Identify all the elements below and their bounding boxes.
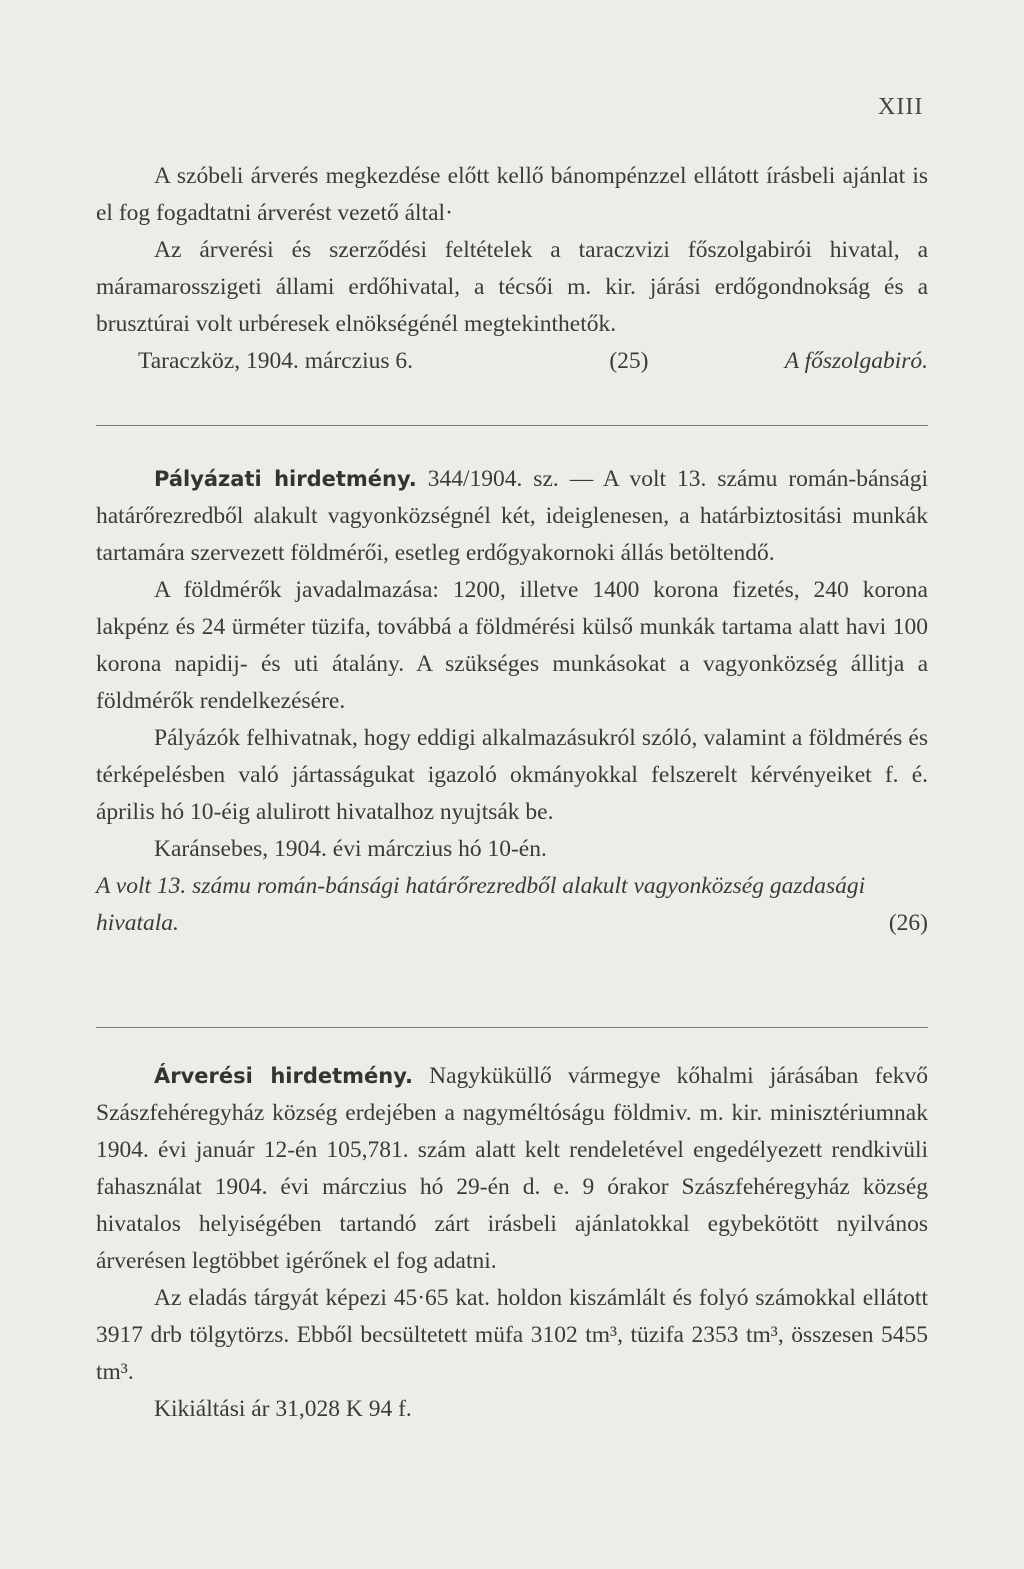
notice1-signature: A főszolgabiró. <box>784 348 928 374</box>
notice2-heading: Pályázati hirdetmény. <box>154 467 417 491</box>
notice2-signature-end <box>96 905 928 942</box>
notice1-ref-number: (25) <box>609 348 649 374</box>
separator-rule-2 <box>96 1027 928 1028</box>
separator-rule-1 <box>96 425 928 426</box>
notice2-paragraph-1-text: 344/1904. sz. — A volt 13. számu román-bánsági határőrezredből alakult vagyonközségnél két, ideiglenesen, a határbiztositási munkák tartamára szervezett földmérői, esetleg erdőgyakornoki állás betöltendő. <box>96 466 928 566</box>
notice2-paragraph-1 <box>96 461 928 572</box>
notice1-dateline <box>96 343 928 380</box>
notice2-signature: A volt 13. számu román-bánsági határőrezredből alakult vagyonközség gazdasági <box>96 873 866 899</box>
notice-palyazati-hirdetmeny <box>96 461 928 942</box>
notice1-place-date: Taraczköz, 1904. márczius 6. <box>138 348 414 374</box>
notice2-paragraph-3: Pályázók felhivatnak, hogy eddigi alkalmazásukról szóló, valamint a földmérés és térképelésben való jártasságukat igazoló okmányokkal felszerelt kérvényeiket f. é. április hó 10-éig alulirott hivatalhoz nyujtsák be. <box>96 725 928 825</box>
notice3-paragraph-2: Az eladás tárgyát képezi 45·65 kat. holdon kiszámlált és folyó számokkal ellátott 3917 drb tölgytörzs. Ebből becsültetett müfa 3102 tm³, tüzifa 2353 tm³, összesen 5455 tm³. <box>96 1285 928 1385</box>
notice2-paragraph-2: A földmérők javadalmazása: 1200, illetve 1400 korona fizetés, 240 korona lakpénz és 24 ürméter tüzifa, továbbá a földmérési külső munkák tartama alatt havi 100 korona napidij- és uti átalány. A szükséges munkásokat a vagyonközség állitja a földmérők rendelkezésére. <box>96 577 928 714</box>
notice3-paragraph-1-text: Nagyküküllő vármegye kőhalmi járásában fekvő Szászfehéregyház község erdejében a nagyméltóságu földmiv. m. kir. minisztériumnak 1904. évi január 12-én 105,781. szám alatt kelt rendeletével engedélyezett rendkivüli fahasználat 1904. évi márczius hó 29-én d. e. 9 órakor Szászfehéregyház község hivatalos helyiségében tartandó zárt irásbeli ajánlatokkal egybekötött nyilvános árverésen legtöbbet igérőnek el fog adatni. <box>96 1063 929 1274</box>
notice2-place-date: Karánsebes, 1904. évi márczius hó 10-én. <box>154 836 547 862</box>
notice2-signature-last: hivatala. <box>96 910 179 936</box>
notice1-paragraph-1: A szóbeli árverés megkezdése előtt kellő bánompénzzel ellátott írásbeli ajánlat is el fog fogadtatni árverést vezető által· <box>96 163 928 226</box>
notice3-paragraph-1 <box>96 1058 928 1280</box>
notice3-paragraph-3: Kikiáltási ár 31,028 K 94 f. <box>154 1396 412 1422</box>
notice-arveres-taraczkoz <box>96 158 928 380</box>
notice2-ref-number: (26) <box>888 910 928 936</box>
notice1-paragraph-2: Az árverési és szerződési feltételek a taraczvizi főszolgabirói hivatal, a máramarosszigeti állami erdőhivatal, a técsői m. kir. járási erdőgondnokság és a brusztúrai volt urbéresek elnökségénél megtekinthetők. <box>96 237 928 337</box>
notice3-heading: Árverési hirdetmény. <box>154 1064 413 1088</box>
page-number: XIII <box>878 94 924 120</box>
notice-arveresi-hirdetmeny <box>96 1058 928 1428</box>
